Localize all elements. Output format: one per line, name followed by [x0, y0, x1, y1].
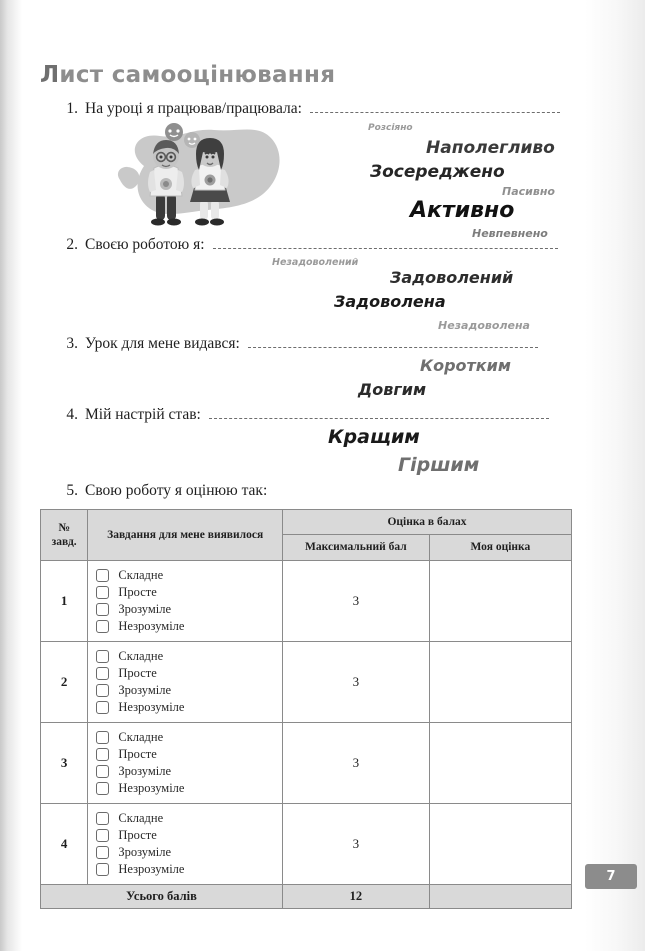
table-row [41, 803, 572, 884]
question-4-word-cloud [300, 428, 550, 488]
row-4-option-skladne[interactable] [96, 810, 282, 827]
word-nezadovolenyi: Незадоволений [272, 257, 359, 268]
question-5 [56, 482, 267, 500]
question-3-answer-line[interactable] [248, 336, 538, 348]
page-number-tab [585, 864, 637, 889]
row-1-option-nezrozumile[interactable] [96, 618, 282, 635]
table-row [41, 641, 572, 722]
word-aktyvno: Активно [410, 198, 515, 223]
word-korotkym: Коротким [420, 356, 511, 375]
row-3-option-zrozumile[interactable] [96, 763, 282, 780]
table-head [41, 510, 572, 561]
row-3-option-nezrozumile[interactable] [96, 780, 282, 797]
page-title-text: ист самооцінювання [59, 62, 336, 88]
question-1-answer-line[interactable] [310, 101, 560, 113]
question-1-number: 1. [66, 100, 78, 117]
checkbox-icon[interactable] [96, 829, 109, 842]
question-5-number: 5. [66, 482, 78, 499]
option-label: Складне [118, 567, 164, 582]
word-nezadovolena: Незадоволена [438, 319, 530, 332]
row-3-option-proste[interactable] [96, 746, 282, 763]
option-label: Складне [118, 729, 164, 744]
option-label: Зрозуміле [118, 682, 172, 697]
page-edge-shadow-left [0, 0, 22, 951]
row-4-option-proste[interactable] [96, 827, 282, 844]
total-label: Усього балів [41, 884, 283, 908]
word-krashchym: Кращим [328, 426, 420, 448]
option-label: Зрозуміле [118, 763, 172, 778]
word-zadovolena: Задоволена [334, 292, 446, 311]
checkbox-icon[interactable] [96, 569, 109, 582]
question-2 [56, 236, 558, 254]
self-assessment-table [40, 509, 572, 909]
question-3-word-cloud [300, 358, 550, 408]
question-4-number: 4. [66, 406, 78, 423]
row-3-number: 3 [41, 722, 88, 803]
row-1-option-skladne[interactable] [96, 567, 282, 584]
table-body [41, 560, 572, 884]
row-4-option-nezrozumile[interactable] [96, 861, 282, 878]
option-label: Просте [118, 827, 157, 842]
checkbox-icon[interactable] [96, 586, 109, 599]
option-label: Незрозуміле [118, 861, 185, 876]
word-nevpevneno: Невпевнено [472, 227, 548, 240]
page-title [40, 62, 335, 88]
row-2-option-skladne[interactable] [96, 648, 282, 665]
question-3 [56, 335, 538, 353]
row-2-number: 2 [41, 641, 88, 722]
checkbox-icon[interactable] [96, 782, 109, 795]
option-label: Зрозуміле [118, 844, 172, 859]
checkbox-icon[interactable] [96, 812, 109, 825]
option-label: Незрозуміле [118, 699, 185, 714]
question-1-word-cloud [350, 124, 580, 244]
row-2-max-score: 3 [282, 641, 429, 722]
option-label: Незрозуміле [118, 780, 185, 795]
table-row [41, 560, 572, 641]
row-1-options [88, 560, 283, 641]
row-2-option-zrozumile[interactable] [96, 682, 282, 699]
word-hirshym: Гіршим [398, 454, 480, 476]
word-dovhym: Довгим [358, 380, 427, 399]
row-3-option-skladne[interactable] [96, 729, 282, 746]
total-max-score: 12 [282, 884, 429, 908]
option-label: Просте [118, 584, 157, 599]
word-napoleglyvo: Наполегливо [426, 138, 555, 158]
header-task-number-line1: № [58, 521, 70, 534]
header-task-number [41, 510, 88, 561]
checkbox-icon[interactable] [96, 731, 109, 744]
option-label: Зрозуміле [118, 601, 172, 616]
word-zoseredzheno: Зосереджено [370, 162, 505, 182]
row-4-option-zrozumile[interactable] [96, 844, 282, 861]
row-1-my-score[interactable] [429, 560, 571, 641]
checkbox-icon[interactable] [96, 863, 109, 876]
checkbox-icon[interactable] [96, 650, 109, 663]
page-title-initial: Л [40, 62, 60, 88]
row-3-max-score: 3 [282, 722, 429, 803]
option-label: Незрозуміле [118, 618, 185, 633]
row-3-my-score[interactable] [429, 722, 571, 803]
question-3-number: 3. [66, 335, 78, 352]
page-number: 7 [606, 869, 616, 884]
row-4-my-score[interactable] [429, 803, 571, 884]
table-row [41, 722, 572, 803]
option-label: Просте [118, 665, 157, 680]
checkbox-icon[interactable] [96, 684, 109, 697]
row-3-options [88, 722, 283, 803]
question-2-number: 2. [66, 236, 78, 253]
header-task-description: Завдання для мене виявилося [88, 510, 283, 561]
page-edge-shadow-right [585, 0, 645, 951]
table-foot [41, 884, 572, 908]
question-1-text: На уроці я працював/працювала: [85, 100, 302, 117]
word-rozsiano: Розсіяно [368, 123, 413, 133]
checkbox-icon[interactable] [96, 603, 109, 616]
question-2-text: Своєю роботою я: [85, 236, 205, 253]
row-2-option-proste[interactable] [96, 665, 282, 682]
checkbox-icon[interactable] [96, 620, 109, 633]
word-pasyvno: Пасивно [502, 185, 555, 198]
total-my-score[interactable] [429, 884, 571, 908]
row-4-number: 4 [41, 803, 88, 884]
row-4-max-score: 3 [282, 803, 429, 884]
table-header-row-1 [41, 510, 572, 535]
row-2-option-nezrozumile[interactable] [96, 699, 282, 716]
question-4 [56, 406, 549, 424]
question-4-answer-line[interactable] [209, 407, 549, 419]
question-1 [56, 100, 560, 118]
question-2-word-cloud [250, 258, 570, 336]
students-illustration [108, 122, 323, 239]
checkbox-icon[interactable] [96, 667, 109, 680]
option-label: Просте [118, 746, 157, 761]
checkbox-icon[interactable] [96, 701, 109, 714]
row-1-option-zrozumile[interactable] [96, 601, 282, 618]
header-task-number-line2: завд. [51, 535, 77, 548]
checkbox-icon[interactable] [96, 748, 109, 761]
checkbox-icon[interactable] [96, 846, 109, 859]
word-zadovolenyi: Задоволений [390, 268, 514, 287]
header-my-score: Моя оцінка [429, 535, 571, 560]
row-2-my-score[interactable] [429, 641, 571, 722]
row-2-options [88, 641, 283, 722]
question-5-text: Свою роботу я оцінюю так: [85, 482, 268, 499]
question-4-text: Мій настрій став: [85, 406, 201, 423]
total-row [41, 884, 572, 908]
row-1-option-proste[interactable] [96, 584, 282, 601]
option-label: Складне [118, 810, 164, 825]
option-label: Складне [118, 648, 164, 663]
checkbox-icon[interactable] [96, 765, 109, 778]
row-1-max-score: 3 [282, 560, 429, 641]
header-score-group: Оцінка в балах [282, 510, 571, 535]
question-3-text: Урок для мене видався: [85, 335, 240, 352]
header-max-score: Максимальний бал [282, 535, 429, 560]
row-1-number: 1 [41, 560, 88, 641]
row-4-options [88, 803, 283, 884]
question-2-answer-line[interactable] [213, 237, 558, 249]
